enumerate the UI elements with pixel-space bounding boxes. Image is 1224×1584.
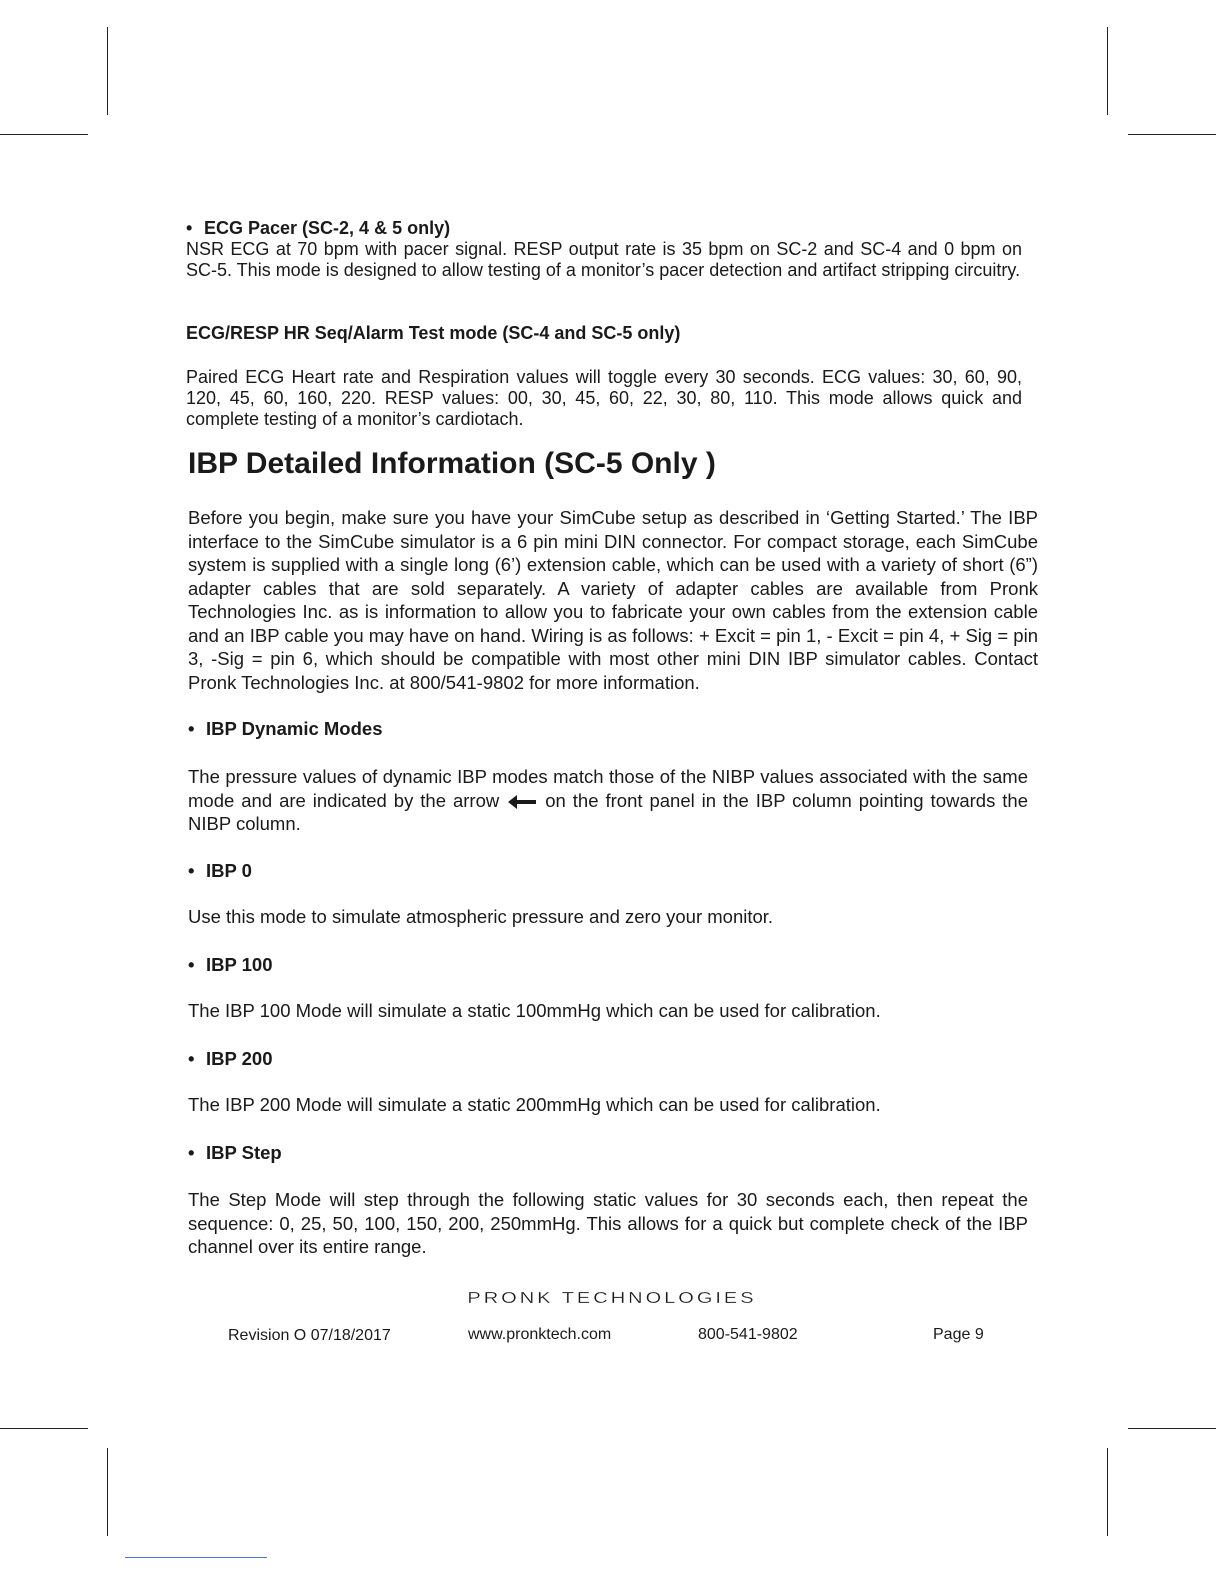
bullet: •	[188, 860, 195, 881]
bullet: •	[186, 218, 193, 238]
left-arrow-icon	[507, 794, 537, 810]
bullet: •	[188, 1142, 195, 1163]
hr-seq-heading: ECG/RESP HR Seq/Alarm Test mode (SC-4 and SC-5 only)	[186, 323, 681, 343]
ibp0-heading: • IBP 0	[188, 860, 252, 881]
crop-mark	[107, 27, 108, 115]
page-number: Page 9	[933, 1326, 984, 1343]
phone-number: 800-541-9802	[698, 1326, 798, 1343]
crop-mark	[0, 1428, 88, 1429]
ibp-dynamic-heading: • IBP Dynamic Modes	[188, 718, 383, 739]
ibp-step-heading: • IBP Step	[188, 1142, 282, 1163]
ibp0-body: Use this mode to simulate atmospheric pressure and zero your monitor.	[188, 906, 774, 927]
crop-mark	[107, 1448, 108, 1536]
crop-mark	[1107, 1448, 1108, 1536]
bullet: •	[188, 1048, 195, 1069]
crop-mark	[1107, 27, 1108, 115]
bullet: •	[188, 718, 195, 739]
ibp200-body: The IBP 200 Mode will simulate a static 200mmHg which can be used for calibration.	[188, 1094, 881, 1115]
brand-logo: PRONK TECHNOLOGIES	[467, 1289, 757, 1307]
ibp100-heading: • IBP 100	[188, 954, 273, 975]
website-link[interactable]: www.pronktech.com	[468, 1326, 612, 1343]
ibp100-body: The IBP 100 Mode will simulate a static 100mmHg which can be used for calibration.	[188, 1000, 881, 1021]
ibp-dynamic-body: The pressure values of dynamic IBP modes match those of the NIBP values associated with the same mode and are indicated by the arrow on the front panel in the IBP column pointing towards the NIBP column.	[188, 766, 1029, 834]
crop-mark	[1128, 134, 1216, 135]
page-title: IBP Detailed Information (SC-5 Only )	[188, 447, 716, 480]
selection-underline	[125, 1557, 267, 1558]
ibp-intro-paragraph: Before you begin, make sure you have your SimCube setup as described in ‘Getting Started.’ The IBP interface to the SimCube simulator is a 6 pin mini DIN connector. For compact storage, each SimCube system is supplied with a single long (6’) extension cable, which can be used with a variety of short (6”) adapter cables that are sold separately. A variety of adapter cables are available from Pronk Technologies Inc. as is information to allow you to fabricate your own cables from the extension cable and an IBP cable you may have on hand. Wiring is as follows: + Excit = pin 1, - Excit = pin 4, + Sig = pin 3, -Sig = pin 6, which should be compatible with most other mini DIN IBP simulator cables. Contact Pronk Technologies Inc. at 800/541-9802 for more information.	[188, 507, 1038, 693]
revision-label: Revision O 07/18/2017	[228, 1327, 391, 1344]
ecg-pacer-body: NSR ECG at 70 bpm with pacer signal. RESP output rate is 35 bpm on SC-2 and SC-4 and 0 bpm on SC-5. This mode is designed to allow testing of a monitor’s pacer detection and artifact stripping circuitry.	[186, 239, 1022, 280]
crop-mark	[1128, 1428, 1216, 1429]
bullet: •	[188, 954, 195, 975]
crop-mark	[0, 134, 88, 135]
hr-seq-body: Paired ECG Heart rate and Respiration values will toggle every 30 seconds. ECG values: 30, 60, 90, 120, 45, 60, 160, 220. RESP values: 00, 30, 45, 60, 22, 30, 80, 110. This mode allows quick and complete testing of a monitor’s cardiotach.	[186, 367, 1022, 429]
ibp-step-body: The Step Mode will step through the following static values for 30 seconds each, then repeat the sequence: 0, 25, 50, 100, 150, 200, 250mmHg. This allows for a quick but complete check of the IBP channel over its entire range.	[188, 1189, 1028, 1257]
ecg-pacer-heading: • ECG Pacer (SC-2, 4 & 5 only)	[186, 218, 451, 238]
ibp200-heading: • IBP 200	[188, 1048, 273, 1069]
